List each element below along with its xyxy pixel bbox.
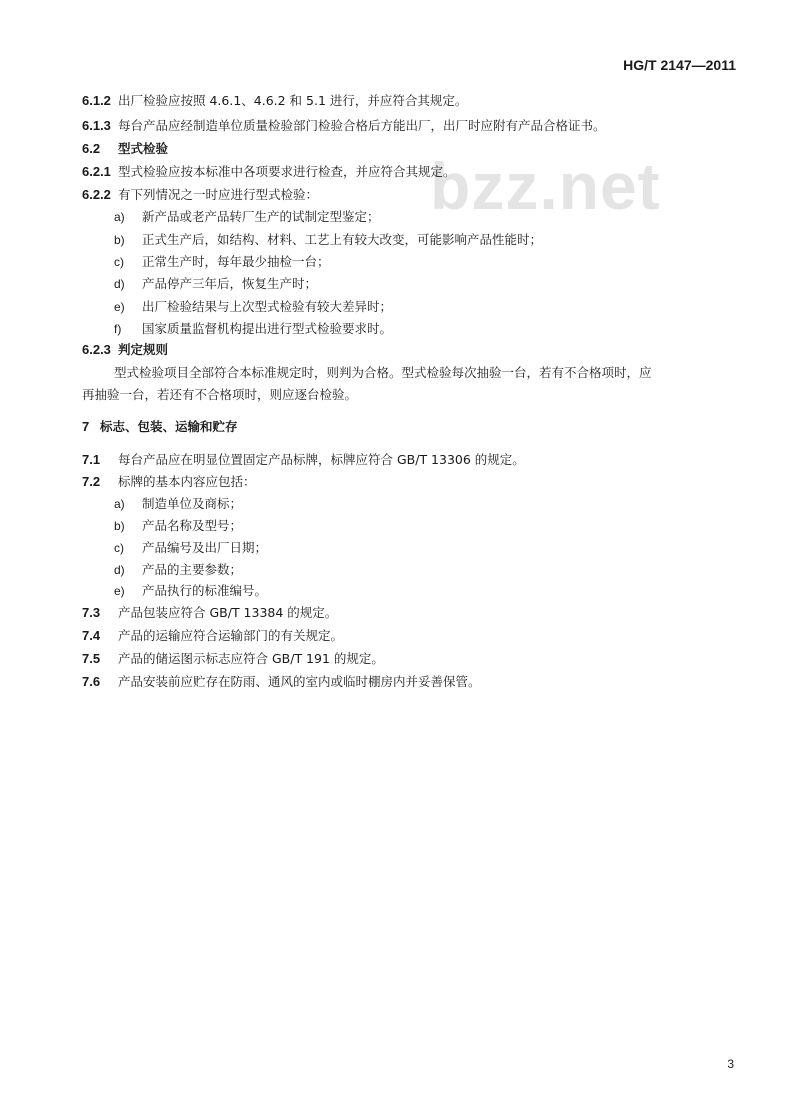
paragraph-line: 型式检验项目全部符合本标准规定时，则判为合格。型式检验每次抽验一台，若有不合格项时，应	[114, 365, 652, 380]
clause-number: 6.2.2	[82, 187, 111, 202]
page-number: 3	[727, 1057, 734, 1071]
list-item	[114, 561, 242, 579]
list-text: 产品执行的标准编号。	[142, 583, 268, 598]
list-text: 制造单位及商标；	[142, 496, 243, 511]
clause-number: 7.2	[82, 474, 101, 489]
list-item	[114, 517, 242, 535]
list-text: 产品的主要参数；	[142, 562, 243, 577]
section-title: 型式检验	[118, 141, 169, 156]
list-item	[114, 275, 317, 293]
clause-number: 7.5	[82, 651, 101, 666]
clause-number: 7.6	[82, 674, 101, 689]
list-label: b)	[114, 233, 125, 247]
list-item	[114, 208, 380, 226]
clause-7-5	[82, 650, 384, 668]
list-text: 正常生产时，每年最少抽检一台；	[142, 254, 330, 269]
clause-text: 产品包装应符合 GB/T 13384 的规定。	[118, 605, 338, 620]
clause-text: 产品的运输应符合运输部门的有关规定。	[118, 628, 344, 643]
list-label: a)	[114, 497, 125, 511]
list-text: 正式生产后，如结构、材料、工艺上有较大改变，可能影响产品性能时；	[142, 232, 543, 247]
clause-text: 型式检验应按本标准中各项要求进行检查，并应符合其规定。	[118, 164, 456, 179]
clause-text: 产品安装前应贮存在防雨、通风的室内或临时棚房内并妥善保管。	[118, 674, 481, 689]
list-label: b)	[114, 519, 125, 533]
clause-6-2-1	[82, 163, 456, 181]
list-label: e)	[114, 584, 125, 598]
list-label: f)	[114, 322, 122, 336]
watermark: bzz.net	[430, 149, 661, 223]
clause-6-1-3	[82, 117, 606, 135]
clause-text: 产品的储运图示标志应符合 GB/T 191 的规定。	[118, 651, 384, 666]
clause-number: 6.2.3	[82, 342, 111, 357]
paragraph-line: 再抽验一台，若还有不合格项时，则应逐台检验。	[82, 387, 358, 402]
clause-text: 每台产品应经制造单位质量检验部门检验合格后方能出厂，出厂时应附有产品合格证书。	[118, 118, 606, 133]
list-text: 出厂检验结果与上次型式检验有较大差异时；	[142, 299, 393, 314]
clause-number: 6.1.3	[82, 118, 111, 133]
chapter-number: 7	[82, 419, 90, 434]
list-item	[114, 298, 392, 316]
clause-number: 7.3	[82, 605, 101, 620]
chapter-title: 标志、包装、运输和贮存	[100, 419, 238, 434]
clause-text: 每台产品应在明显位置固定产品标牌，标牌应符合 GB/T 13306 的规定。	[118, 452, 525, 467]
clause-number: 6.1.2	[82, 93, 111, 108]
list-text: 产品编号及出厂日期；	[142, 540, 268, 555]
list-item	[114, 231, 542, 249]
clause-7-1	[82, 451, 525, 469]
list-item	[114, 539, 267, 557]
list-text: 国家质量监督机构提出进行型式检验要求时。	[142, 321, 393, 336]
clause-number: 7.4	[82, 628, 101, 643]
list-label: d)	[114, 563, 125, 577]
list-item	[114, 253, 330, 271]
clause-text: 出厂检验应按照 4.6.1、4.6.2 和 5.1 进行，并应符合其规定。	[118, 93, 468, 108]
list-label: c)	[114, 541, 124, 555]
list-label: d)	[114, 277, 125, 291]
clause-6-2-3	[82, 341, 168, 359]
list-item	[114, 495, 242, 513]
clause-text: 标牌的基本内容应包括：	[118, 474, 256, 489]
list-label: e)	[114, 300, 125, 314]
list-item	[114, 582, 267, 600]
clause-7-2	[82, 473, 256, 491]
standard-number: HG/T 2147—2011	[623, 57, 736, 73]
list-text: 新产品或老产品转厂生产的试制定型鉴定；	[142, 209, 380, 224]
section-6-2	[82, 140, 168, 158]
clause-6-1-2	[82, 92, 467, 110]
clause-7-4	[82, 627, 343, 645]
clause-7-3	[82, 604, 337, 622]
clause-6-2-2	[82, 186, 318, 204]
list-text: 产品停产三年后，恢复生产时；	[142, 276, 318, 291]
list-item	[114, 320, 392, 338]
clause-number: 6.2.1	[82, 164, 111, 179]
section-number: 6.2	[82, 141, 101, 156]
clause-text: 有下列情况之一时应进行型式检验：	[118, 187, 319, 202]
clause-number: 7.1	[82, 452, 101, 467]
clause-title: 判定规则	[118, 342, 169, 357]
list-label: a)	[114, 210, 125, 224]
list-label: c)	[114, 255, 124, 269]
clause-7-6	[82, 673, 481, 691]
list-text: 产品名称及型号；	[142, 518, 243, 533]
chapter-7-heading	[82, 418, 238, 436]
